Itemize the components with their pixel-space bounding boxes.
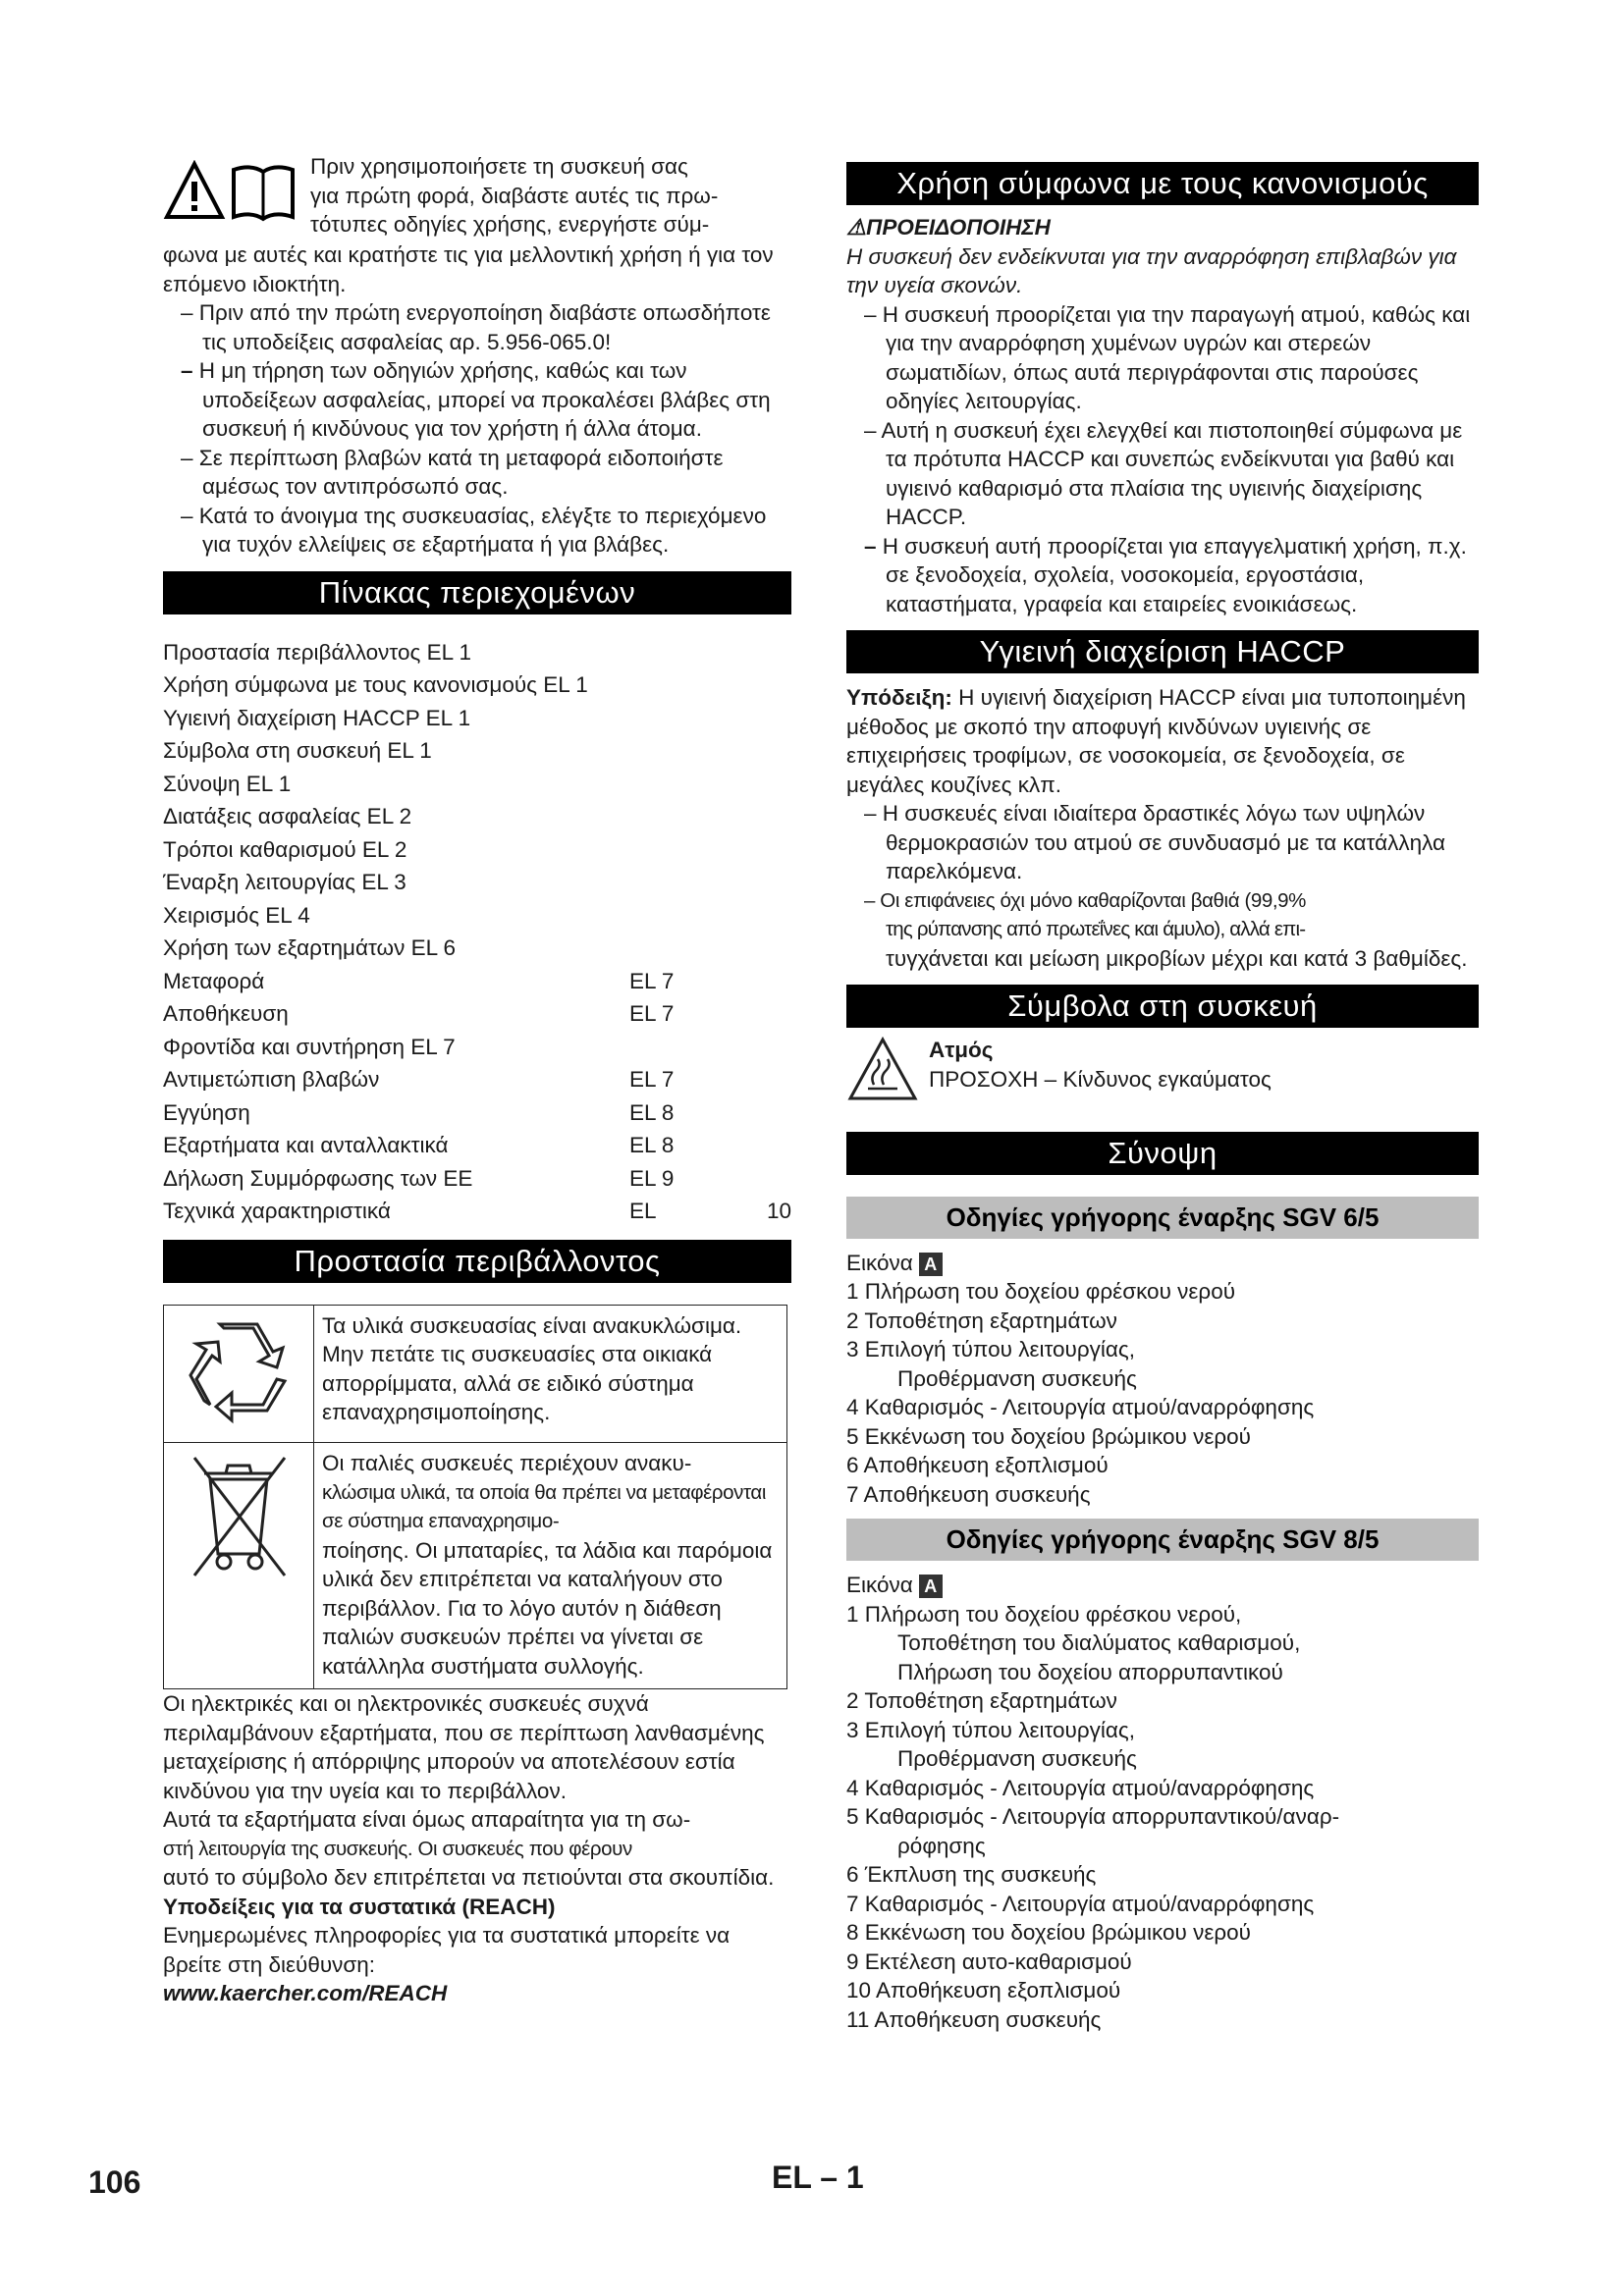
sgv85-steps: [846, 1600, 1479, 2035]
toc-row[interactable]: [163, 1129, 791, 1162]
recycle-text: Τα υλικά συσκευασίας είναι ανακυκλώσιμα. Μην πετάτε τις συσκευασίες στα οικιακά απορρίμματα, αλλά σε ειδικό σύστημα επαναχρησιμοποίησης.: [314, 1305, 787, 1443]
sgv65-figure: [846, 1249, 1479, 1278]
note-label: Υπόδειξη:: [846, 685, 952, 710]
env-paragraph-b2: στή λειτουργία της συσκευής. Οι συσκευές που φέρουν: [163, 1837, 632, 1860]
warning-manual-icon: [163, 160, 300, 233]
toc-title: Φροντίδα και συντήρηση EL 7: [163, 1034, 456, 1059]
overview-heading: Σύνοψη: [846, 1132, 1479, 1175]
step-item-cont: Τοποθέτηση του διαλύματος καθαρισμού,: [897, 1630, 1301, 1655]
toc-page: [629, 668, 757, 702]
sgv85-figure: [846, 1571, 1479, 1600]
haccp-item-2c: τυγχάνεται και μείωση μικροβίων μέχρι και κατά 3 βαθμίδες.: [886, 945, 1468, 971]
toc-num: [757, 899, 791, 933]
dash-mark: –: [864, 301, 877, 327]
toc-page: [629, 702, 757, 735]
recycle-cell: [164, 1305, 314, 1443]
usage-item-text: Η συσκευή αυτή προορίζεται για επαγγελματική χρήση, π.χ. σε ξενοδοχεία, σχολεία, νοσοκομεία, εργοστάσια, καταστήματα, γραφεία και εταιρείες ενοικιάσεως.: [882, 533, 1467, 616]
dash-mark: –: [181, 503, 193, 528]
steam-title: Ατμός: [929, 1038, 994, 1062]
toc-row[interactable]: [163, 1162, 791, 1196]
haccp-heading: Υγιεινή διαχείριση HACCP: [846, 630, 1479, 673]
usage-warning: [846, 213, 1479, 242]
toc-page: EL 9: [629, 1165, 675, 1191]
toc-num: 10: [766, 1199, 791, 1223]
weee-line: κλώσιμα υλικά, τα οποία θα πρέπει να μεταφέρονται σε σύστημα επαναχρησιμο-: [322, 1480, 767, 1532]
haccp-item-text: Η συσκευές είναι ιδιαίτερα δραστικές λόγω των υψηλών θερμοκρασιών του ατμού σε συνδυασμό με τα κατάλληλα παρελκόμενα.: [882, 801, 1446, 883]
toc-title: Εγγύηση: [163, 1099, 250, 1125]
weee-text: [314, 1443, 787, 1689]
step-item: 1 Πλήρωση του δοχείου φρέσκου νερού: [846, 1279, 1236, 1304]
weee-line: ποίησης. Οι μπαταρίες, τα λάδια και παρόμοια υλικά δεν επιτρέπεται να καταλήγουν στο περιβάλλον. Για το λόγο αυτόν η διάθεση παλιών συσκευών πρέπει να γίνεται σε κατάλληλα συστήματα συλλογής.: [322, 1537, 773, 1679]
toc-title: Σύνοψη EL 1: [163, 771, 292, 796]
toc-title: Μεταφορά: [163, 968, 265, 993]
toc-title: Αντιμετώπιση βλαβών: [163, 1067, 380, 1092]
toc-num: [757, 1162, 791, 1196]
toc-num: [757, 965, 791, 998]
toc-page: EL 7: [629, 1067, 675, 1092]
step-item: 6 Έκπλυση της συσκευής: [846, 1862, 1097, 1887]
intro-item-3: [163, 444, 791, 502]
step-item-cont: ρόφησης: [897, 1833, 986, 1858]
toc-page: [629, 800, 757, 833]
dash-mark: –: [181, 358, 193, 383]
step-item: 3 Επιλογή τύπου λειτουργίας,: [846, 1337, 1136, 1362]
usage-item-text: Αυτή η συσκευή έχει ελεγχθεί και πιστοποιηθεί σύμφωνα με τα πρότυπα HACCP και συνεπώς ενδείκνυται για βαθύ και υγιεινό καθαρισμό στα πλαίσια της υγιεινής διαχείρισης HACCP.: [881, 417, 1463, 529]
step-item: 5 Εκκένωση του δοχείου βρώμικου νερού: [846, 1423, 1251, 1449]
toc-row[interactable]: [163, 636, 791, 669]
toc-title: Τρόποι καθαρισμού EL 2: [163, 836, 407, 862]
toc-num: [757, 636, 791, 669]
toc-row[interactable]: [163, 1096, 791, 1130]
toc-page: [629, 636, 757, 669]
step-item: 4 Καθαρισμός - Λειτουργία ατμού/αναρρόφησης: [846, 1775, 1315, 1800]
step-item: 9 Εκτέλεση αυτο-καθαρισμού: [846, 1949, 1132, 1974]
intro-item-text: Σε περίπτωση βλαβών κατά τη μεταφορά ειδοποιήστε αμέσως τον αντιπρόσωπό σας.: [198, 445, 724, 499]
toc-page: [629, 833, 757, 867]
toc-num: [757, 1063, 791, 1096]
symbols-heading: Σύμβολα στη συσκευή: [846, 985, 1479, 1028]
page-footer-label: EL – 1: [772, 2160, 864, 2195]
toc-page: [629, 866, 757, 899]
intro-line-3: τότυπες οδηγίες χρήσης, ενεργήστε σύμ-: [310, 212, 710, 237]
intro-block: [163, 152, 791, 240]
toc-page: [629, 932, 757, 965]
toc-num: [757, 668, 791, 702]
step-item: 1 Πλήρωση του δοχείου φρέσκου νερού,: [846, 1601, 1242, 1627]
step-item: 8 Εκκένωση του δοχείου βρώμικου νερού: [846, 1920, 1251, 1945]
intro-item-text: Η μη τήρηση των οδηγιών χρήσης, καθώς και των υποδείξεων ασφαλείας, μπορεί να προκαλέσει βλάβες στη συσκευή ή κινδύνους για τον χρήστη ή άλλα άτομα.: [198, 358, 771, 441]
toc-row[interactable]: [163, 932, 791, 965]
note-text: Η υγιεινή διαχείριση HACCP είναι μια τυποποιημένη μέθοδος με σκοπό την αποφυγή κινδύνων υγιεινής σε επιχειρήσεις τροφίμων, σε νοσοκομεία, σε ξενοδοχεία, σε μεγάλες κουζίνες κλπ.: [846, 685, 1466, 797]
step-item: 11 Αποθήκευση συσκευής: [846, 2006, 1102, 2032]
hot-steam-icon: [846, 1036, 929, 1110]
figure-badge: A: [919, 1575, 943, 1598]
usage-heading: Χρήση σύμφωνα με τους κανονισμούς: [846, 162, 1479, 205]
weee-cell: [164, 1443, 314, 1689]
intro-item-2: [163, 356, 791, 444]
toc-title: Έναρξη λειτουργίας EL 3: [163, 870, 406, 894]
env-table: [163, 1305, 787, 1690]
toc-num: [757, 1031, 791, 1064]
toc-title: Διατάξεις ασφαλείας EL 2: [163, 804, 412, 828]
reach-url-link[interactable]: www.kaercher.com/REACH: [163, 1981, 448, 2005]
toc-row[interactable]: [163, 899, 791, 933]
figure-label: Εικόνα: [846, 1250, 913, 1275]
toc-title: Σύμβολα στη συσκευή EL 1: [163, 738, 432, 763]
step-item: 4 Καθαρισμός - Λειτουργία ατμού/αναρρόφησης: [846, 1395, 1315, 1419]
toc-title: Χρήση σύμφωνα με τους κανονισμούς EL 1: [163, 672, 588, 697]
toc-row[interactable]: [163, 997, 791, 1031]
sgv65-steps: [846, 1277, 1479, 1509]
intro-item-4: [163, 502, 791, 560]
usage-warning-text: Η συσκευή δεν ενδείκνυται για την αναρρόφηση επιβλαβών για την υγεία σκονών.: [846, 243, 1457, 297]
sgv65-heading: Οδηγίες γρήγορης έναρξης SGV 6/5: [846, 1197, 1479, 1239]
steam-caution: ΠΡΟΣΟΧΗ – Κίνδυνος εγκαύματος: [929, 1066, 1272, 1092]
figure-label: Εικόνα: [846, 1573, 913, 1597]
step-item: 5 Καθαρισμός - Λειτουργία απορρυπαντικού/αναρ-: [846, 1804, 1340, 1829]
haccp-item-1: – Η συσκευές είναι ιδιαίτερα δραστικές λόγω των υψηλών θερμοκρασιών του ατμού σε συνδυασμό με τα κατάλληλα παρελκόμενα.: [864, 801, 1446, 883]
toc-row[interactable]: [163, 734, 791, 768]
toc-page: EL 7: [629, 1001, 675, 1026]
weee-row: [164, 1443, 787, 1689]
env-heading: Προστασία περιβάλλοντος: [163, 1240, 791, 1283]
toc-title: Δήλωση Συμμόρφωσης των ΕΕ: [163, 1165, 473, 1191]
toc-row[interactable]: [163, 768, 791, 801]
step-item: 7 Αποθήκευση συσκευής: [846, 1481, 1091, 1507]
step-item-cont: Πλήρωση του δοχείου απορρυπαντικού: [897, 1659, 1283, 1684]
figure-badge: A: [919, 1253, 943, 1276]
toc-num: [757, 833, 791, 867]
left-column: [163, 152, 791, 2008]
reach-title: Υποδείξεις για τα συστατικά (REACH): [163, 1894, 556, 1919]
toc-page: [629, 1031, 757, 1064]
toc-row[interactable]: [163, 668, 791, 702]
steam-symbol-row: [846, 1036, 1479, 1110]
toc-num: [757, 1096, 791, 1130]
toc-num: [757, 800, 791, 833]
toc-title: Χρήση των εξαρτημάτων EL 6: [163, 935, 457, 960]
toc-num: [757, 997, 791, 1031]
usage-item-2: [846, 416, 1479, 532]
toc-title: Χειρισμός EL 4: [163, 902, 310, 928]
toc-page: EL 8: [629, 1099, 675, 1125]
weee-line: Οι παλιές συσκευές περιέχουν ανακυ-: [322, 1451, 692, 1475]
right-column: [846, 152, 1479, 2034]
page-number: 106: [88, 2164, 141, 2200]
dash-mark: –: [864, 533, 877, 559]
dash-mark: –: [864, 417, 877, 443]
step-item: 2 Τοποθέτηση εξαρτημάτων: [846, 1688, 1117, 1713]
haccp-note: [846, 683, 1479, 799]
intro-item-1: [163, 298, 791, 356]
toc-page: EL 8: [629, 1133, 675, 1157]
toc-page: [629, 734, 757, 768]
intro-line-1: Πριν χρησιμοποιήσετε τη συσκευή σας: [310, 154, 688, 179]
toc-title: Αποθήκευση: [163, 1001, 289, 1026]
usage-item-1: [846, 300, 1479, 416]
toc-num: [757, 866, 791, 899]
toc-row[interactable]: [163, 965, 791, 998]
dash-mark: –: [181, 445, 193, 470]
step-item-cont: Προθέρμανση συσκευής: [897, 1746, 1137, 1771]
recycle-icon: [175, 1415, 302, 1439]
step-item: 3 Επιλογή τύπου λειτουργίας,: [846, 1717, 1136, 1742]
intro-item-text: Κατά το άνοιγμα της συσκευασίας, ελέγξτε το περιεχόμενο για τυχόν ελλείψεις σε εξαρτήματα ή για βλάβες.: [198, 503, 767, 557]
toc-title: Εξαρτήματα και ανταλλακτικά: [163, 1133, 449, 1157]
haccp-item-text: Οι επιφάνειες όχι μόνο καθαρίζονται βαθιά (99,9%: [880, 888, 1306, 912]
step-item: 10 Αποθήκευση εξοπλισμού: [846, 1978, 1121, 2002]
step-item: 7 Καθαρισμός - Λειτουργία ατμού/αναρρόφησης: [846, 1891, 1315, 1916]
haccp-item-2b: της ρύπανσης από πρωτεΐνες και άμυλο), αλλά επι-: [886, 918, 1306, 940]
toc-row[interactable]: [163, 833, 791, 867]
sgv85-heading: Οδηγίες γρήγορης έναρξης SGV 8/5: [846, 1519, 1479, 1561]
reach-text: Ενημερωμένες πληροφορίες για τα συστατικά μπορείτε να βρείτε στη διεύθυνση:: [163, 1923, 731, 1977]
toc-num: [757, 734, 791, 768]
toc-row[interactable]: [163, 866, 791, 899]
step-item-cont: Προθέρμανση συσκευής: [897, 1365, 1137, 1391]
recycle-row: [164, 1305, 787, 1443]
crossed-bin-icon: [175, 1572, 302, 1596]
intro-line-2: για πρώτη φορά, διαβάστε αυτές τις πρω-: [310, 183, 719, 208]
intro-continuation: φωνα με αυτές και κρατήστε τις για μελλοντική χρήση ή για τον επόμενο ιδιοκτήτη.: [163, 242, 774, 296]
toc-row[interactable]: [163, 1063, 791, 1096]
toc-page: [629, 899, 757, 933]
toc-list: [163, 636, 791, 1228]
env-paragraph-a: Οι ηλεκτρικές και οι ηλεκτρονικές συσκευές συχνά περιλαμβάνουν εξαρτήματα, που σε περίπτωση λανθασμένης μεταχείρισης ή απόρριψης μπορούν να αποτελέσουν εστία κινδύνου για την υγεία και το περιβάλλον.: [163, 1691, 765, 1803]
toc-page: EL: [629, 1199, 657, 1223]
step-item: 2 Τοποθέτηση εξαρτημάτων: [846, 1308, 1117, 1333]
toc-page: [629, 768, 757, 801]
usage-item-3: [846, 532, 1479, 619]
toc-row[interactable]: [163, 1031, 791, 1064]
intro-item-text: Πριν από την πρώτη ενεργοποίηση διαβάστε οπωσδήποτε τις υποδείξεις ασφαλείας αρ. 5.956-065.0!: [198, 300, 771, 354]
toc-num: [757, 768, 791, 801]
toc-title: Υγιεινή διαχείριση HACCP EL 1: [163, 705, 471, 730]
haccp-item-2a: – Οι επιφάνειες όχι μόνο καθαρίζονται βαθιά (99,9%: [864, 888, 1306, 912]
toc-title: Τεχνικά χαρακτηριστικά: [163, 1199, 391, 1223]
env-paragraph-b3: αυτό το σύμβολο δεν επιτρέπεται να πετιούνται στα σκουπίδια.: [163, 1865, 775, 1890]
toc-num: [757, 932, 791, 965]
warning-label: ΠΡΟΕΙΔΟΠΟΙΗΣΗ: [866, 215, 1051, 240]
warning-triangle-icon: ⚠: [846, 215, 867, 240]
steam-symbol-text: [929, 1036, 1272, 1110]
dash-mark: –: [181, 300, 193, 325]
toc-page: EL 7: [629, 968, 675, 993]
env-paragraph-b1: Αυτά τα εξαρτήματα είναι όμως απαραίτητα για τη σω-: [163, 1807, 691, 1832]
toc-row[interactable]: [163, 702, 791, 735]
toc-row[interactable]: [163, 800, 791, 833]
step-item: 6 Αποθήκευση εξοπλισμού: [846, 1453, 1109, 1477]
toc-title: Προστασία περιβάλλοντος EL 1: [163, 639, 472, 665]
usage-item-text: Η συσκευή προορίζεται για την παραγωγή ατμού, καθώς και για την αναρρόφηση χυμένων υγρών και στερεών σωματιδίων, όπως αυτά περιγράφονται στις παρούσες οδηγίες λειτουργίας.: [882, 301, 1471, 413]
toc-heading: Πίνακας περιεχομένων: [163, 571, 791, 614]
toc-num: [757, 702, 791, 735]
toc-num: [757, 1129, 791, 1162]
toc-row[interactable]: [163, 1195, 791, 1228]
